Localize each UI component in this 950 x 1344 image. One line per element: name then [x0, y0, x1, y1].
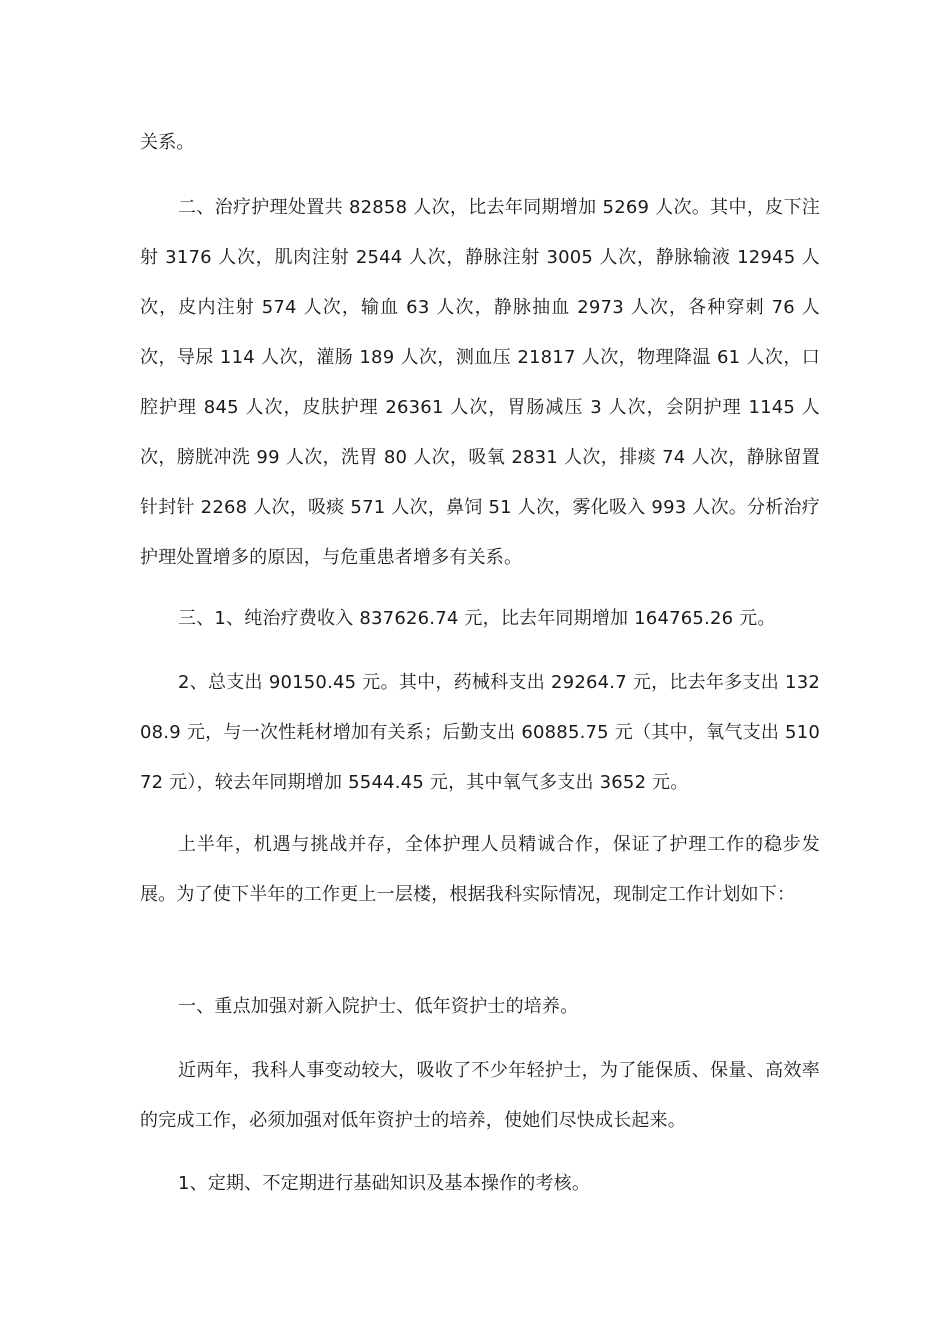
list-item-assessment: 1、定期、不定期进行基础知识及基本操作的考核。 — [178, 1173, 591, 1194]
paragraph-training-reason: 近两年，我科人事变动较大，吸收了不少年轻护士，为了能保质、保量、高效率的完成工作，必须加强对低年资护士的培养，使她们尽快成长起来。 — [140, 1060, 820, 1131]
paragraph-expenses: 2、总支出 90150.45 元。其中，药械科支出 29264.7 元，比去年多支出 13208.9 元，与一次性耗材增加有关系；后勤支出 60885.75 元（其中，氧气支出 51072 元），较去年同期增加 5544.45 元，其中氧气多支出 3652 元。 — [140, 672, 820, 793]
paragraph-plan-intro: 上半年，机遇与挑战并存，全体护理人员精诚合作，保证了护理工作的稳步发展。为了使下半年的工作更上一层楼，根据我科实际情况，现制定工作计划如下： — [140, 834, 820, 905]
section-heading-training: 一、重点加强对新入院护士、低年资护士的培养。 — [178, 996, 579, 1017]
paragraph-income: 三、1、纯治疗费收入 837626.74 元，比去年同期增加 164765.26 元。 — [178, 608, 776, 629]
paragraph-continuation: 关系。 — [140, 132, 195, 153]
paragraph-treatment-stats: 二、治疗护理处置共 82858 人次，比去年同期增加 5269 人次。其中，皮下注射 3176 人次，肌肉注射 2544 人次，静脉注射 3005 人次，静脉输液 12945 人次，皮内注射 574 人次，输血 63 人次，静脉抽血 2973 人次，各种穿刺 76 人次，导尿 114 人次，灌肠 189 人次，测血压 21817 人次，物理降温 61 人次，口腔护理 845 人次，皮肤护理 26361 人次，胃肠减压 3 人次，会阴护理 1145 人次，膀胱冲洗 99 人次，洗胃 80 人次，吸氧 2831 人次，排痰 74 人次，静脉留置针封针 2268 人次，吸痰 571 人次，鼻饲 51 人次，雾化吸入 993 人次。分析治疗护理处置增多的原因，与危重患者增多有关系。 — [140, 197, 820, 568]
